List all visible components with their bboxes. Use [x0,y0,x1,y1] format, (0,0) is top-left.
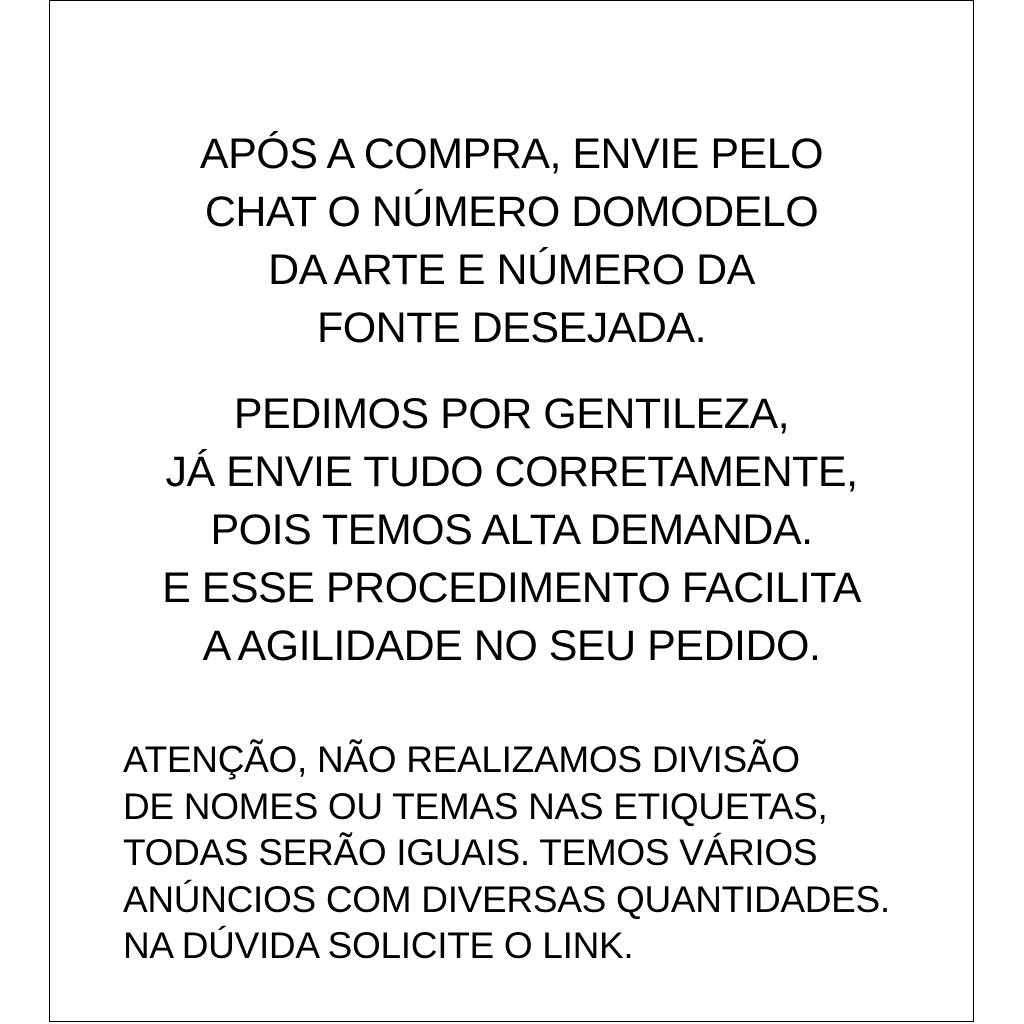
request-line: POIS TEMOS ALTA DEMANDA. [210,506,813,554]
request-line: JÁ ENVIE TUDO CORRETAMENTE, [165,448,858,496]
attention-line: ATENÇÃO, NÃO REALIZAMOS DIVISÃO [123,739,800,780]
instruction-line: FONTE DESEJADA. [316,304,707,352]
request-line: E ESSE PROCEDIMENTO FACILITA [162,564,861,612]
instruction-line: APÓS A COMPRA, ENVIE PELO [199,130,824,178]
purchase-instructions [50,125,973,357]
attention-line: ANÚNCIOS COM DIVERSAS QUANTIDADES. [123,878,890,920]
kindness-request [50,385,973,675]
attention-line: NA DÚVIDA SOLICITE O LINK. [123,925,634,966]
instruction-line: DA ARTE E NÚMERO DA [268,246,755,294]
notice-panel [49,0,974,1022]
attention-line: DE NOMES OU TEMAS NAS ETIQUETAS, [123,785,828,827]
instruction-line: CHAT O NÚMERO DOMODELO [204,188,819,236]
attention-notice [123,737,890,970]
request-line: A AGILIDADE NO SEU PEDIDO. [202,622,821,670]
attention-line: TODAS SERÃO IGUAIS. TEMOS VÁRIOS [123,832,818,873]
request-line: PEDIMOS POR GENTILEZA, [233,390,790,438]
